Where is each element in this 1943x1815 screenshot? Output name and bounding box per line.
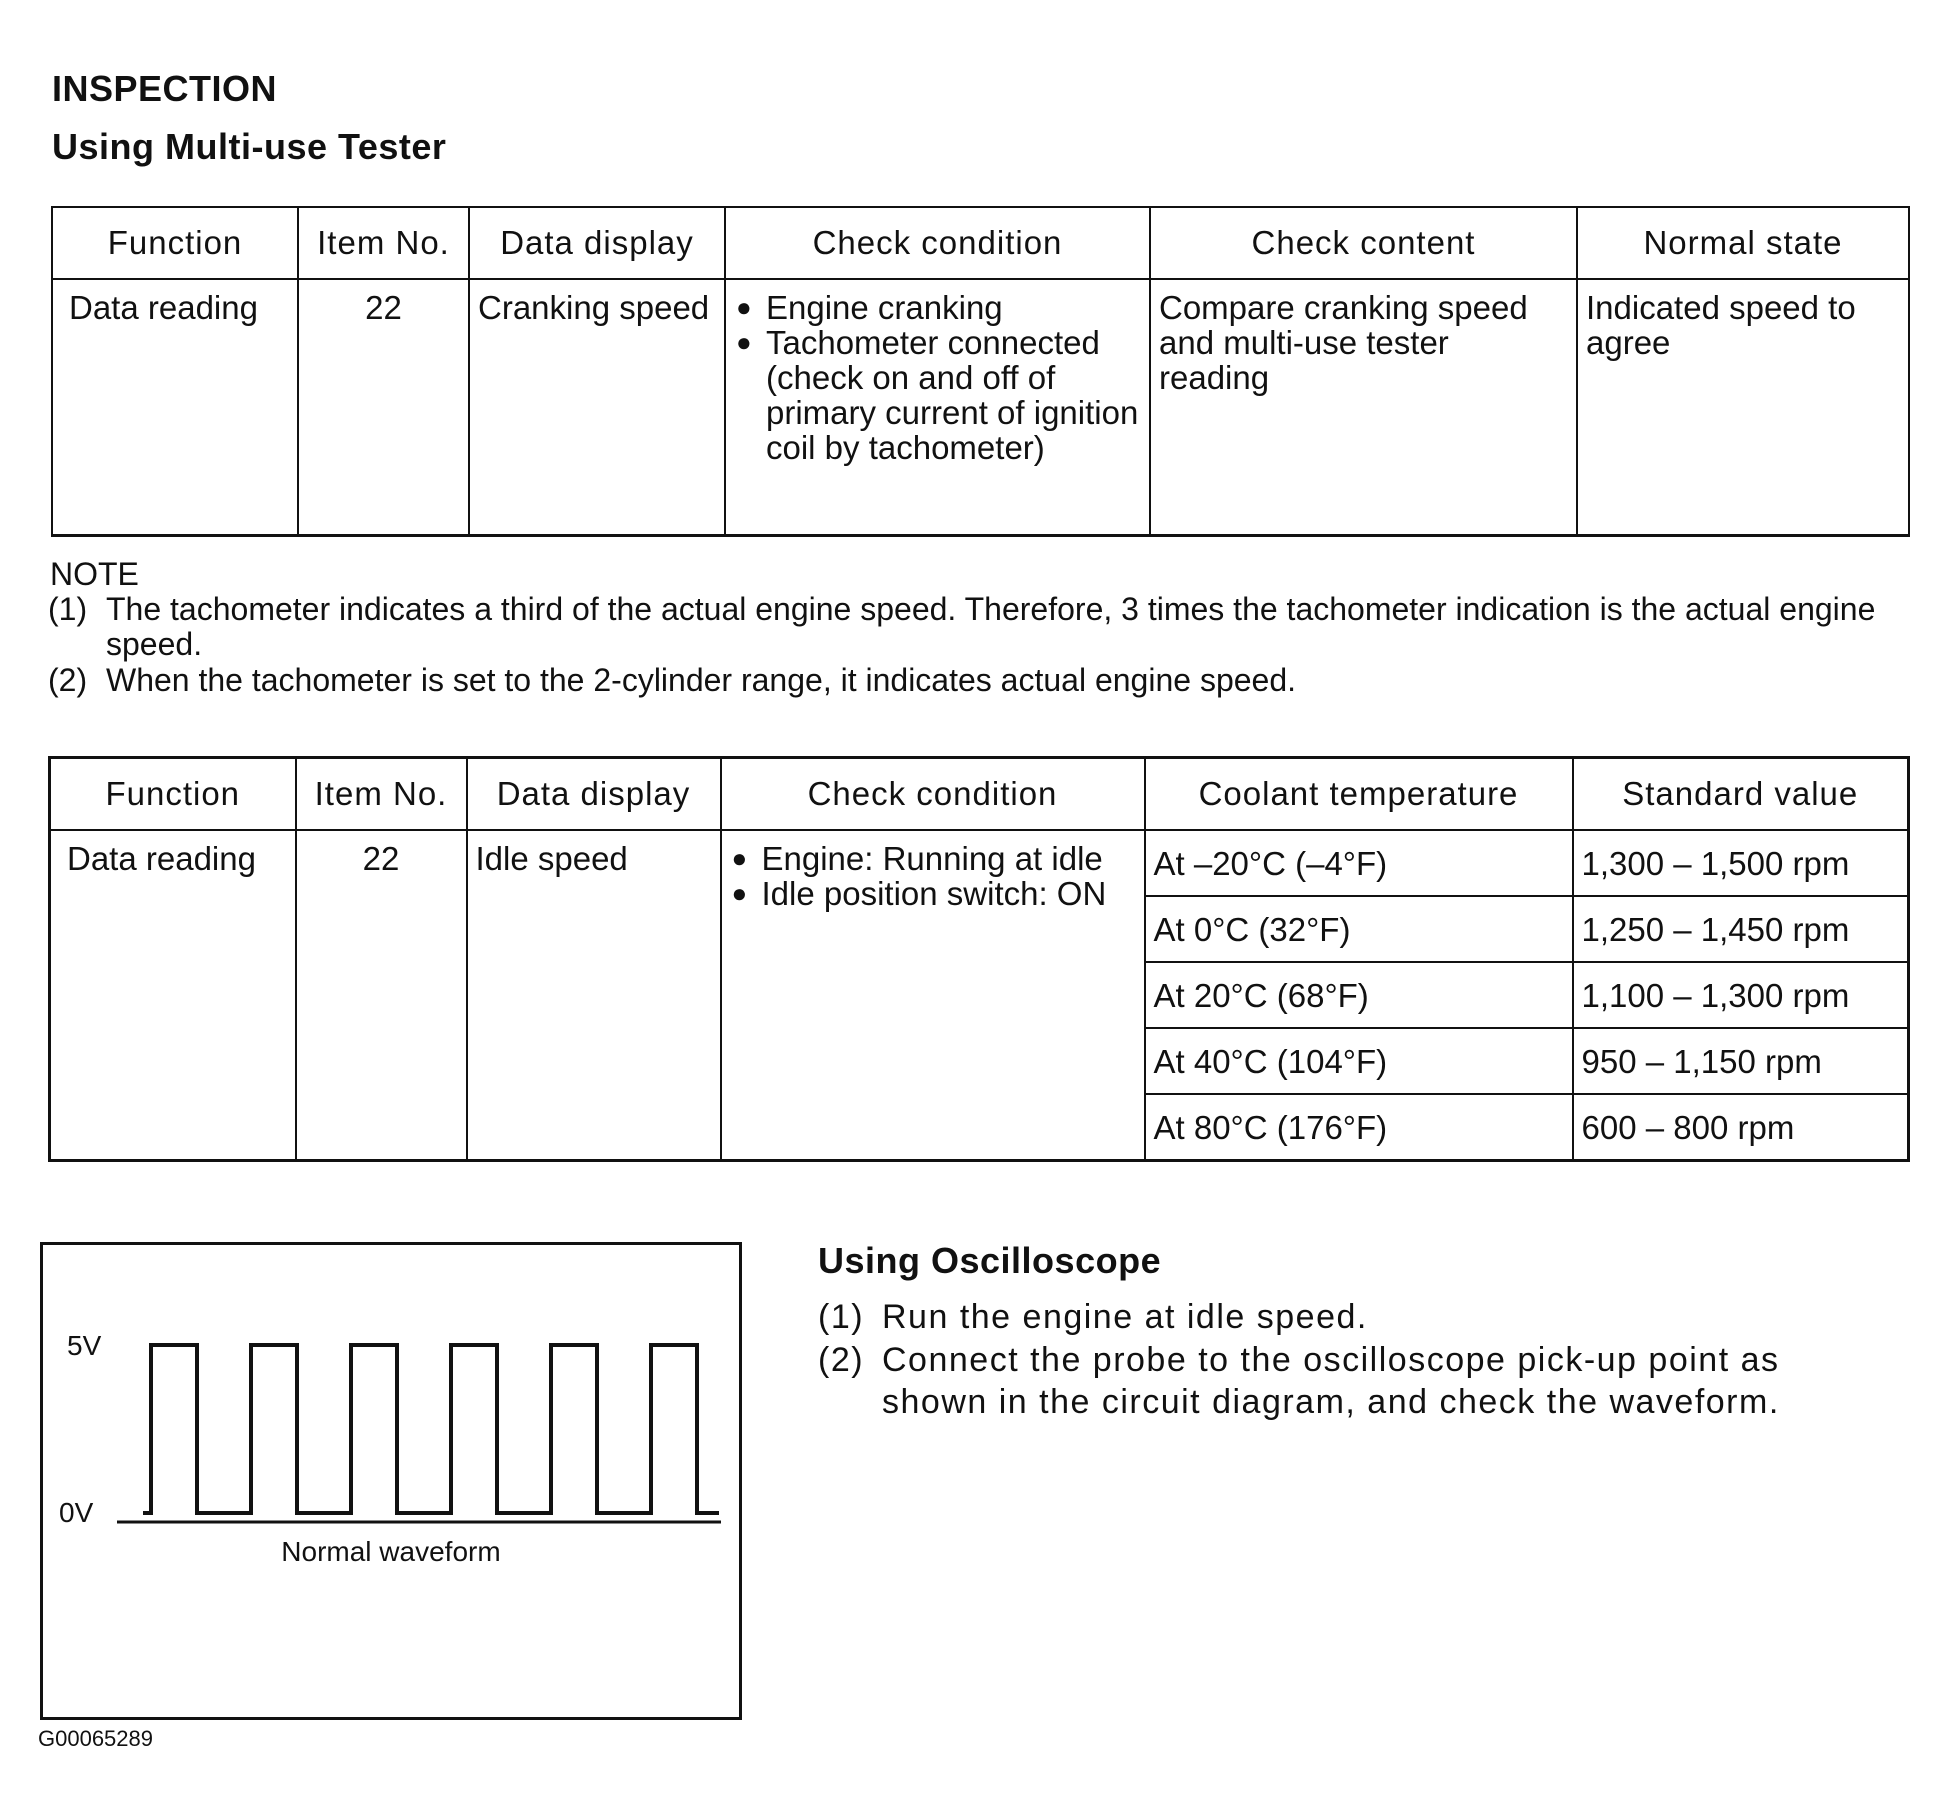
header-data-display: Data display — [467, 758, 721, 831]
header-coolant-temperature: Coolant temperature — [1145, 758, 1573, 831]
note-number: (2) — [48, 662, 88, 698]
waveform-svg — [43, 1245, 739, 1717]
step-number: (2) — [818, 1341, 865, 1379]
cell-coolant-temperature: At –20°C (–4°F) — [1145, 830, 1573, 896]
table-header-row — [50, 758, 1909, 831]
waveform-label-5v: 5V — [67, 1330, 102, 1361]
note-text: The tachometer indicates a third of the actual engine speed. Therefore, 3 times the tachometer indication is the actual engine speed. — [106, 591, 1876, 662]
step-number: (1) — [818, 1298, 865, 1336]
cell-function: Data reading — [50, 830, 296, 1161]
step-text: Connect the probe to the oscilloscope pick-up point as — [882, 1341, 1780, 1379]
cell-standard-value: 1,250 – 1,450 rpm — [1573, 896, 1909, 962]
table-row — [50, 830, 1909, 896]
cell-data-display: Cranking speed — [469, 279, 725, 536]
header-item-no: Item No. — [298, 207, 469, 279]
note-text: When the tachometer is set to the 2-cylinder range, it indicates actual engine speed. — [106, 662, 1297, 698]
cell-check-condition — [721, 830, 1145, 1161]
cell-check-condition — [725, 279, 1150, 536]
cell-normal-state: Indicated speed to agree — [1577, 279, 1909, 536]
waveform-caption: Normal waveform — [281, 1536, 501, 1567]
header-normal-state: Normal state — [1577, 207, 1909, 279]
cell-coolant-temperature: At 20°C (68°F) — [1145, 962, 1573, 1028]
cell-item-no: 22 — [296, 830, 467, 1161]
cell-item-no: 22 — [298, 279, 469, 536]
note-item-2 — [48, 663, 1908, 699]
waveform-trace — [143, 1345, 719, 1513]
table-row — [52, 279, 1909, 536]
condition-item: ● Engine cranking — [734, 290, 1141, 325]
table-header-row — [52, 207, 1909, 279]
cell-check-content: Compare cranking speed and multi-use tester reading — [1150, 279, 1577, 536]
figure-id: G00065289 — [38, 1726, 153, 1751]
header-function: Function — [50, 758, 296, 831]
cell-coolant-temperature: At 80°C (176°F) — [1145, 1094, 1573, 1161]
step-text: shown in the circuit diagram, and check the waveform. — [882, 1383, 1780, 1421]
cell-coolant-temperature: At 40°C (104°F) — [1145, 1028, 1573, 1094]
cell-standard-value: 950 – 1,150 rpm — [1573, 1028, 1909, 1094]
condition-item: ● Tachometer connected (check on and off of primary current of ignition coil by tachometer) — [734, 325, 1141, 465]
page-heading: INSPECTION — [52, 68, 278, 109]
idle-speed-table — [48, 756, 1910, 1162]
step-text: Run the engine at idle speed. — [882, 1298, 1368, 1336]
cell-standard-value: 1,300 – 1,500 rpm — [1573, 830, 1909, 896]
cell-standard-value: 1,100 – 1,300 rpm — [1573, 962, 1909, 1028]
note-title: NOTE — [50, 556, 139, 592]
waveform-figure — [40, 1242, 742, 1720]
header-function: Function — [52, 207, 298, 279]
header-check-content: Check content — [1150, 207, 1577, 279]
condition-item: ● Engine: Running at idle — [730, 841, 1136, 876]
oscilloscope-step-1 — [818, 1296, 1918, 1338]
waveform-label-0v: 0V — [59, 1497, 94, 1528]
header-data-display: Data display — [469, 207, 725, 279]
section-heading-oscilloscope: Using Oscilloscope — [818, 1240, 1162, 1281]
header-item-no: Item No. — [296, 758, 467, 831]
cell-coolant-temperature: At 0°C (32°F) — [1145, 896, 1573, 962]
condition-item: ● Idle position switch: ON — [730, 876, 1136, 911]
section-heading-multi-use-tester: Using Multi-use Tester — [52, 126, 447, 167]
oscilloscope-step-2 — [818, 1339, 1918, 1423]
note-number: (1) — [48, 591, 88, 627]
header-standard-value: Standard value — [1573, 758, 1909, 831]
cell-data-display: Idle speed — [467, 830, 721, 1161]
cranking-speed-table — [51, 206, 1910, 537]
cell-function: Data reading — [52, 279, 298, 536]
header-check-condition: Check condition — [725, 207, 1150, 279]
note-item-1 — [48, 592, 1908, 662]
cell-standard-value: 600 – 800 rpm — [1573, 1094, 1909, 1161]
header-check-condition: Check condition — [721, 758, 1145, 831]
